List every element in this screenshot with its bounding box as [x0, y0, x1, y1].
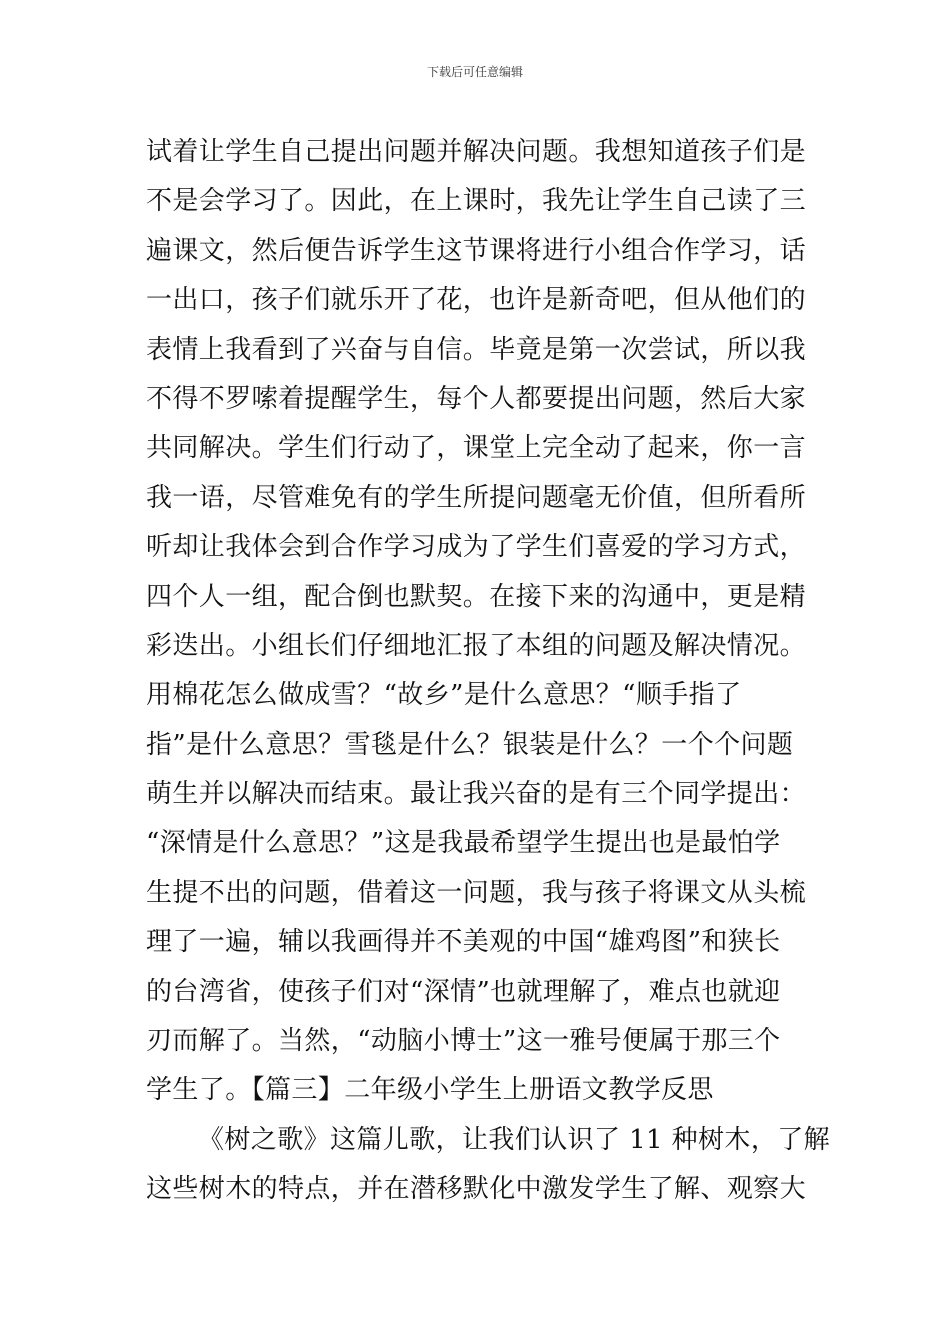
text-line: 理了一遍，辅以我画得并不美观的中国“雄鸡图”和狭长 — [146, 927, 781, 958]
text-line: 四个人一组，配合倒也默契。在接下来的沟通中，更是精 — [146, 581, 807, 612]
section-heading-line: 学生了。【篇三】二年级小学生上册语文教学反思 — [146, 1075, 714, 1106]
text-line: “深情是什么意思？”这是我最希望学生提出也是最怕学 — [146, 828, 781, 859]
text-line: 这些树木的特点，并在潜移默化中激发学生了解、观察大 — [146, 1174, 807, 1205]
text-line: 听却让我体会到合作学习成为了学生们喜爱的学习方式， — [146, 532, 807, 563]
page-header-note: 下载后可任意编辑 — [426, 65, 523, 79]
paragraph-first-line: 《树之歌》这篇儿歌，让我们认识了 11 种树木，了解 — [198, 1124, 831, 1155]
text-line: 我一语，尽管难免有的学生所提问题毫无价值，但所看所 — [146, 482, 807, 513]
text-line: 共同解决。学生们行动了，课堂上完全动了起来，你一言 — [146, 433, 807, 464]
document-body — [146, 128, 831, 1215]
text-line: 彩迭出。小组长们仔细地汇报了本组的问题及解决情况。 — [146, 630, 807, 661]
text-line: 萌生并以解决而结束。最让我兴奋的是有三个同学提出： — [146, 779, 807, 810]
text-line: 指”是什么意思？雪毯是什么？银装是什么？一个个问题 — [146, 729, 794, 760]
text-line: 不是会学习了。因此，在上课时，我先让学生自己读了三 — [146, 186, 807, 217]
text-line: 用棉花怎么做成雪？“故乡”是什么意思？“顺手指了 — [146, 680, 742, 711]
text-line: 刃而解了。当然，“动脑小博士”这一雅号便属于那三个 — [146, 1026, 781, 1057]
text-line: 生提不出的问题，借着这一问题，我与孩子将课文从头梳 — [146, 877, 807, 908]
text-line: 不得不罗嗦着提醒学生，每个人都要提出问题，然后大家 — [146, 383, 807, 414]
text-line: 试着让学生自己提出问题并解决问题。我想知道孩子们是 — [146, 137, 807, 167]
text-line: 的台湾省，使孩子们对“深情”也就理解了，难点也就迎 — [146, 976, 781, 1007]
text-line: 一出口，孩子们就乐开了花，也许是新奇吧，但从他们的 — [146, 285, 807, 316]
text-line: 遍课文，然后便告诉学生这节课将进行小组合作学习，话 — [146, 235, 807, 266]
text-line: 表情上我看到了兴奋与自信。毕竟是第一次尝试，所以我 — [146, 334, 807, 365]
